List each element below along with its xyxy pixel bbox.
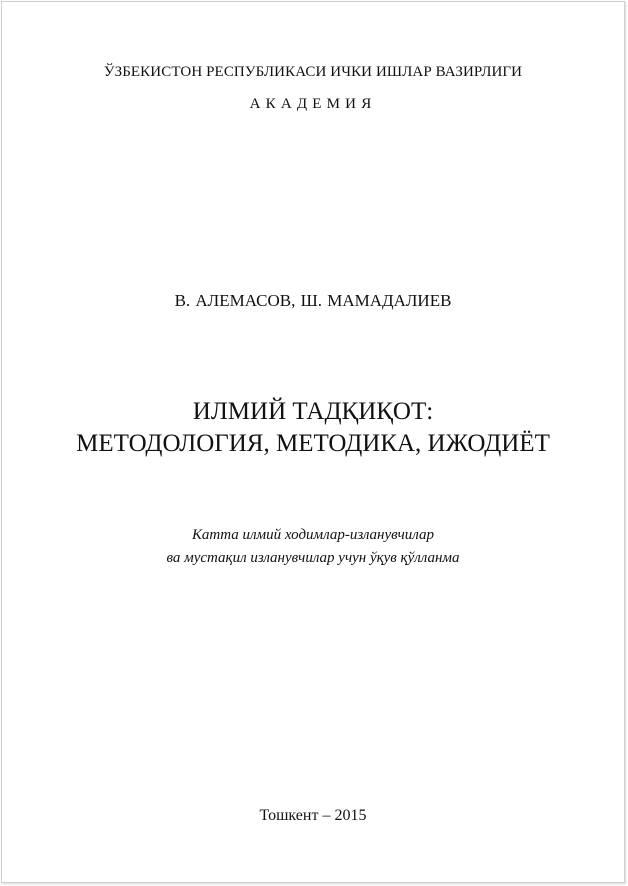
academy-heading: АКАДЕМИЯ xyxy=(249,96,377,112)
imprint-city-year: Тошкент – 2015 xyxy=(259,807,367,824)
title-page xyxy=(1,1,625,883)
subtitle-line-2: ва мустақил изланувчилар учун ўқув қўлланма xyxy=(166,550,460,566)
subtitle-line-1: Катта илмий ходимлар-изланувчилар xyxy=(191,527,435,543)
ministry-heading: ЎЗБЕКИСТОН РЕСПУБЛИКАСИ ИЧКИ ИШЛАР ВАЗИРЛИГИ xyxy=(103,64,523,80)
authors-line: В. АЛЕМАСОВ, Ш. МАМАДАЛИЕВ xyxy=(174,291,452,310)
book-title-line-2: МЕТОДОЛОГИЯ, МЕТОДИКА, ИЖОДИЁТ xyxy=(76,430,550,457)
book-title-line-1: ИЛМИЙ ТАДҚИҚОТ: xyxy=(192,398,434,425)
